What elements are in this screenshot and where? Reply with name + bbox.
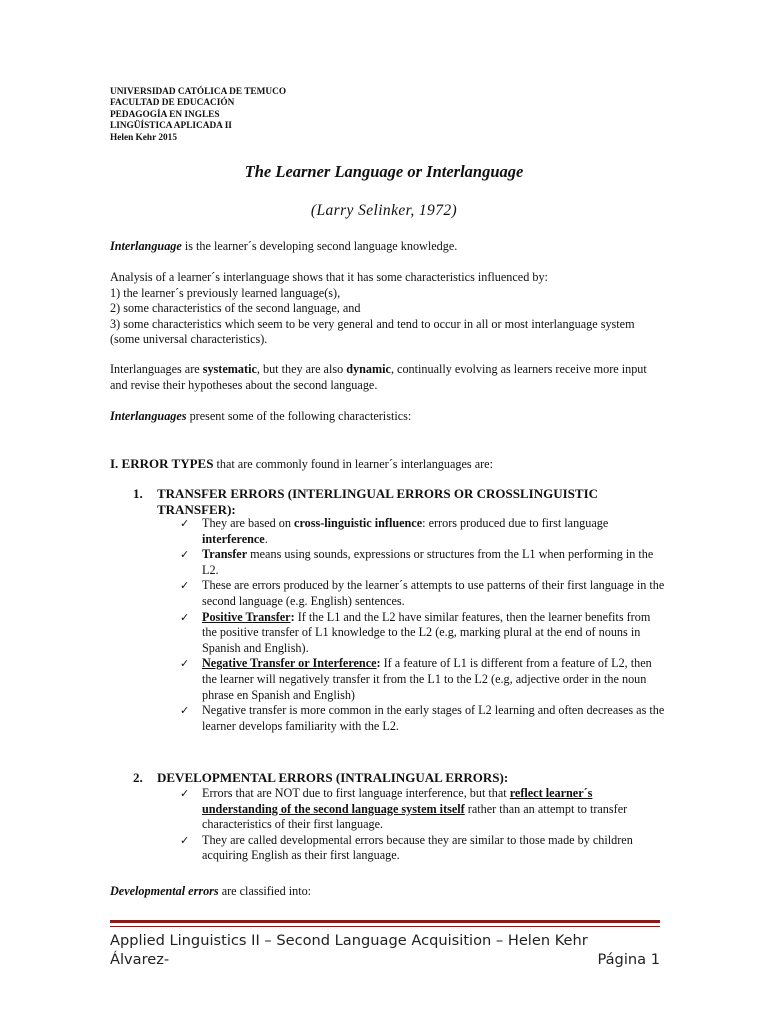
list-item	[180, 547, 665, 578]
list-item	[180, 656, 665, 703]
item-heading: TRANSFER ERRORS (INTERLINGUAL ERRORS OR CROSSLINGUISTIC TRANSFER):	[157, 486, 599, 517]
check-icon: ✓	[180, 704, 190, 718]
text-span: If a feature of L1 is different from a feature of L2, then the learner will negatively transfer it from the L1 to the L2 (e.g, adjective order in the noun phrase en Spanish and English)	[202, 656, 652, 702]
list-item	[180, 516, 665, 547]
page-footer	[110, 931, 660, 969]
header-program: PEDAGOGÍA EN INGLES	[110, 109, 220, 120]
analysis-lead: Analysis of a learner´s interlanguage shows that it has some characteristics influenced by:	[110, 270, 548, 284]
check-icon: ✓	[180, 517, 190, 530]
systematic-paragraph	[110, 362, 660, 393]
header-faculty: FACULTAD DE EDUCACIÓN	[110, 98, 235, 109]
error-types-heading	[110, 456, 660, 473]
text-span: , but they are also	[256, 362, 347, 376]
analysis-item-2: 2) some characteristics of the second language, and	[110, 301, 361, 316]
text-span: Negative transfer is more common in the early stages of L2 learning and often decreases as the learner develops familiarity with the L2.	[202, 703, 665, 733]
footer-rule-thick	[110, 920, 660, 923]
check-icon: ✓	[180, 787, 190, 800]
developmental-classification	[110, 884, 660, 900]
text-span: .	[264, 531, 268, 546]
list-item	[180, 833, 665, 864]
text-span: :	[290, 609, 295, 624]
transfer-bullet-list	[180, 516, 665, 734]
developmental-bullet-list	[180, 786, 665, 864]
term-interlanguages: Interlanguages	[110, 409, 187, 423]
definition-text: is the learner´s developing second language knowledge.	[181, 239, 458, 253]
list-item	[180, 703, 665, 734]
list-item	[180, 610, 665, 657]
interlanguage-definition	[110, 239, 660, 255]
text-span: , continually evolving as learners receive more input and revise their hypotheses about the second language.	[110, 362, 647, 392]
text-span: They are called developmental errors because they are similar to those made by children acquiring English as their first language.	[202, 832, 633, 863]
term-negative-transfer: Negative Transfer or Interference	[202, 656, 377, 671]
analysis-item-3: 3) some characteristics which seem to be very general and tend to occur in all or most interlanguage system (some universal characteristics).	[110, 316, 635, 347]
text-span: present some of the following characteristics:	[186, 409, 412, 423]
text-span: They are based on	[202, 516, 295, 530]
text-span: These are errors produced by the learner´s attempts to use patterns of their first language in the second language (e.g. English) sentences.	[202, 578, 665, 608]
footer-course-line: Applied Linguistics II – Second Language Acquisition – Helen Kehr	[110, 932, 588, 949]
text-span: means using sounds, expressions or structures from the L1 when performing in the L2.	[202, 547, 654, 577]
term-positive-transfer: Positive Transfer	[202, 609, 291, 624]
footer-rule-thin	[110, 926, 660, 927]
check-icon: ✓	[180, 579, 190, 593]
term-dynamic: dynamic	[346, 362, 391, 376]
term-transfer: Transfer	[202, 547, 248, 562]
header-course: LINGÜÍSTICA APLICADA II	[110, 121, 232, 132]
section-label: I. ERROR TYPES	[110, 456, 214, 471]
analysis-item-1: 1) the learner´s previously learned language(s),	[110, 285, 341, 300]
item-heading: DEVELOPMENTAL ERRORS (INTRALINGUAL ERRORS):	[157, 770, 509, 785]
check-icon: ✓	[180, 657, 190, 671]
term-cross-linguistic: cross-linguistic influence	[294, 516, 423, 530]
item-number: 1.	[133, 486, 143, 501]
analysis-paragraph	[110, 270, 660, 348]
text-span: rather than an attempt to transfer characteristics of their first language.	[202, 801, 628, 832]
text-span: : errors produced due to first language	[422, 516, 609, 530]
page-number: Página 1	[597, 951, 660, 968]
check-icon: ✓	[180, 833, 190, 847]
term-interlanguage: Interlanguage	[110, 239, 182, 253]
item-number: 2.	[133, 770, 143, 785]
list-item	[180, 578, 665, 609]
term-interference: interference	[202, 531, 265, 546]
document-title: The Learner Language or Interlanguage	[244, 162, 524, 181]
term-reflect-understanding: reflect learner´s understanding of the second language system itself	[202, 786, 593, 816]
term-systematic: systematic	[202, 362, 257, 376]
check-icon: ✓	[180, 610, 190, 624]
institution-header	[110, 87, 286, 144]
footer-second-line	[110, 950, 660, 969]
text-span: If the L1 and the L2 have similar features, then the learner benefits from the positive transfer of L1 knowledge to the L2 (e.g, marking plural at the end of nouns in Spanish and English).	[202, 609, 651, 655]
footer-author-surname: Álvarez-	[110, 951, 170, 968]
list-item	[180, 786, 665, 833]
text-span: Interlanguages are	[110, 362, 203, 376]
text-span: that are commonly found in learner´s interlanguages are:	[213, 457, 493, 471]
header-university: UNIVERSIDAD CATÓLICA DE TEMUCO	[110, 87, 287, 97]
characteristics-intro	[110, 409, 660, 425]
check-icon: ✓	[180, 548, 190, 562]
text-span: are classified into:	[218, 884, 312, 898]
document-subtitle: (Larry Selinker, 1972)	[310, 202, 458, 219]
header-author: Helen Kehr 2015	[110, 132, 177, 143]
text-span: :	[376, 656, 381, 671]
text-span: Errors that are NOT due to first language interference, but that	[202, 786, 510, 800]
term-developmental-errors: Developmental errors	[110, 884, 219, 898]
